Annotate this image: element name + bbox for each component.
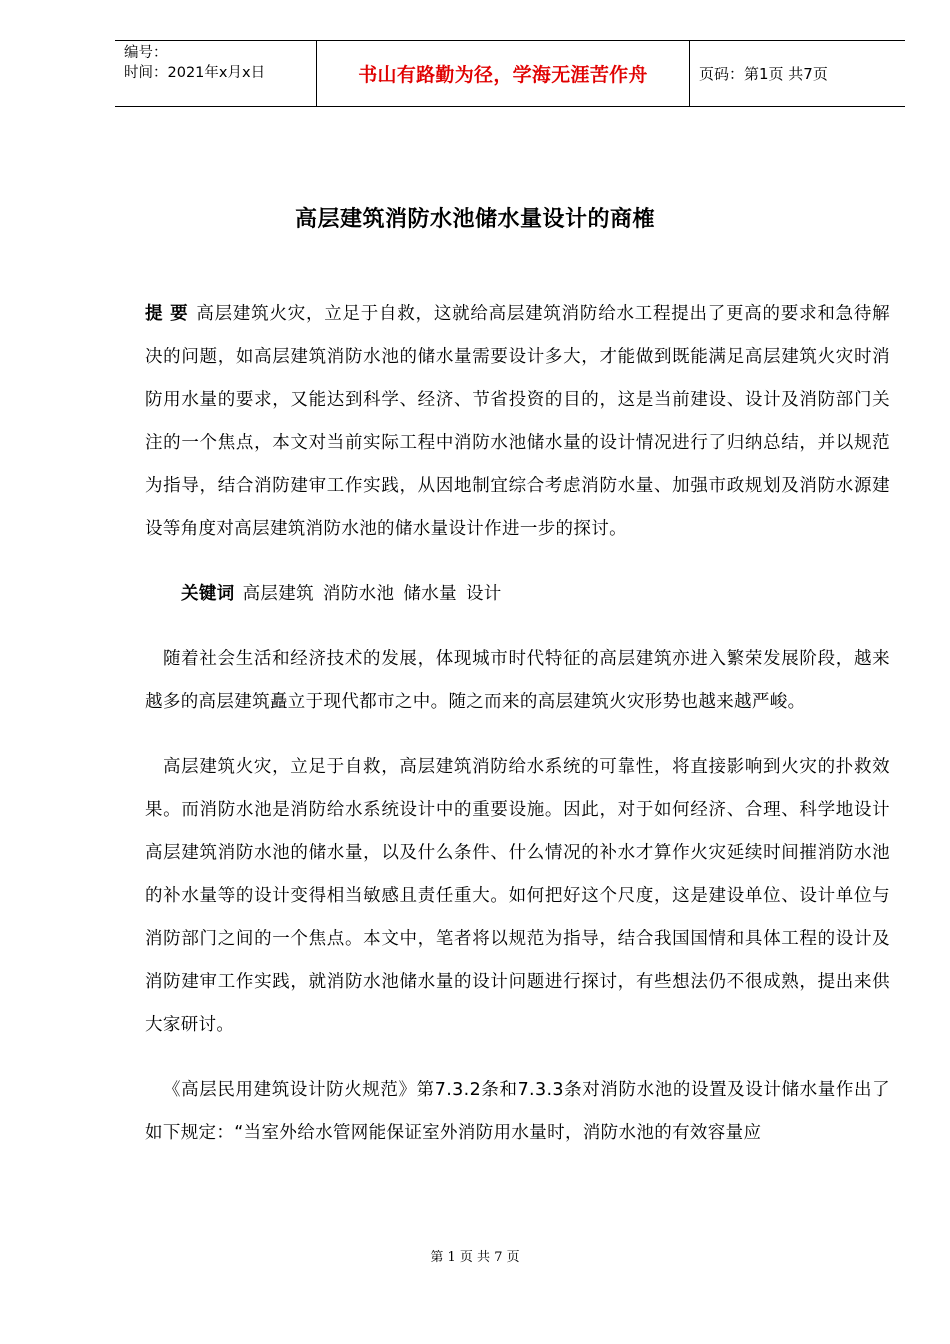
page-header <box>115 40 905 107</box>
keyword-item: 设计 <box>465 584 502 604</box>
time-label: 时间：2021年x月x日 <box>124 65 266 81</box>
document-body <box>145 293 890 1177</box>
page-footer: 第 1 页 共 7 页 <box>430 1250 520 1265</box>
body-paragraph: 高层建筑火灾，立足于自救，高层建筑消防给水系统的可靠性，将直接影响到火灾的扑救效果。而消防水池是消防给水系统设计中的重要设施。因此，对于如何经济、合理、科学地设计高层建筑消防水池的储水量，以及什么条件、什么情况的补水才算作火灾延续时间摧消防水池的补水量等的设计变得相当敏感且责任重大。如何把好这个尺度，这是建设单位、设计单位与消防部门之间的一个焦点。本文中，笔者将以规范为指导，结合我国国情和具体工程的设计及消防建审工作实践，就消防水池储水量的设计问题进行探讨，有些想法仍不很成熟，提出来供大家研讨。 <box>145 757 890 1035</box>
motto: 书山有路勤为径，学海无涯苦作舟 <box>358 64 648 86</box>
abstract-text: 高层建筑火灾，立足于自救，这就给高层建筑消防给水工程提出了更高的要求和急待解决的问题，如高层建筑消防水池的储水量需要设计多大，才能做到既能满足高层建筑火灾时消防用水量的要求，又能达到科学、经济、节省投资的目的，这是当前建设、设计及消防部门关注的一个焦点，本文对当前实际工程中消防水池储水量的设计情况进行了归纳总结，并以规范为指导，结合消防建审工作实践，从因地制宜综合考虑消防水量、加强市政规划及消防水源建设等角度对高层建筑消防水池的储水量设计作进一步的探讨。 <box>145 304 890 539</box>
keywords-label: 关键词 <box>181 584 235 604</box>
body-paragraph: 《高层民用建筑设计防火规范》第7.3.2条和7.3.3条对消防水池的设置及设计储水量作出了如下规定：“当室外给水管网能保证室外消防用水量时，消防水池的有效容量应 <box>145 1080 890 1143</box>
document-title: 高层建筑消防水池储水量设计的商榷 <box>294 207 655 232</box>
header-meta <box>115 41 317 106</box>
keyword-item: 高层建筑 <box>242 584 314 604</box>
body-paragraph: 随着社会生活和经济技术的发展，体现城市时代特征的高层建筑亦进入繁荣发展阶段，越来越多的高层建筑矗立于现代都市之中。随之而来的高层建筑火灾形势也越来越严峻。 <box>145 649 890 712</box>
abstract-label: 提 要 <box>145 304 189 324</box>
header-motto-cell <box>317 41 690 106</box>
page-info: 页码：第1页 共7页 <box>699 65 828 83</box>
keywords-line <box>145 573 890 616</box>
number-label: 编号： <box>124 45 168 61</box>
abstract-paragraph <box>145 293 890 551</box>
keyword-item: 消防水池 <box>322 584 395 604</box>
header-page-info-cell <box>690 41 905 106</box>
keyword-item: 储水量 <box>403 584 457 604</box>
